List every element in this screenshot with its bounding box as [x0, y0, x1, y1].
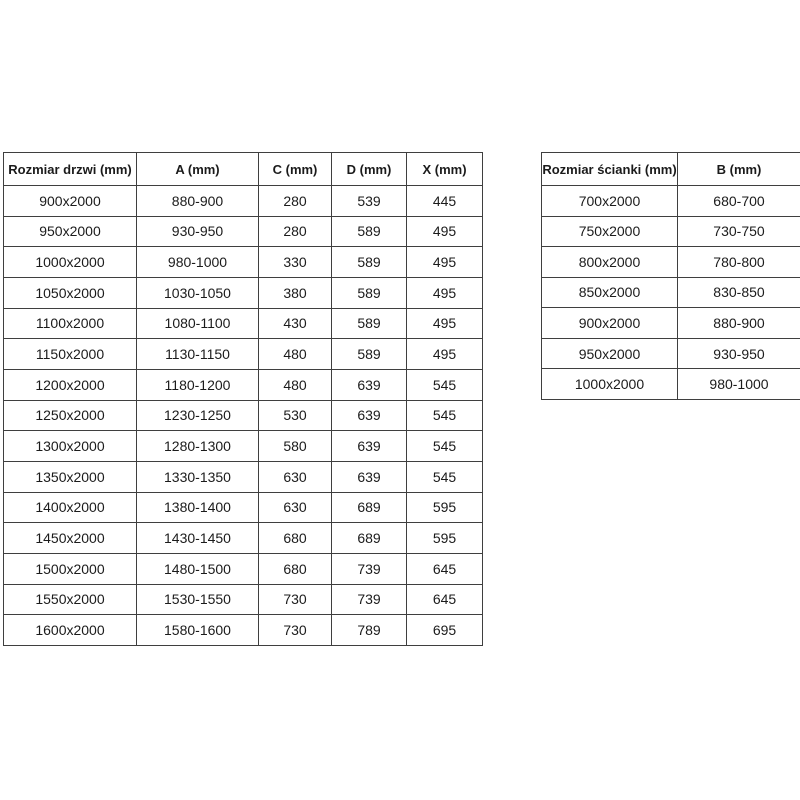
table-cell: 880-900: [678, 308, 800, 339]
table-cell: 1500x2000: [4, 553, 137, 584]
table-cell: 830-850: [678, 277, 800, 308]
table-cell: 1350x2000: [4, 461, 137, 492]
table-row: [542, 369, 800, 400]
table-row: [4, 400, 483, 431]
table-cell: 589: [332, 216, 407, 247]
table-cell: 1000x2000: [4, 247, 137, 278]
column-header: X (mm): [407, 153, 483, 186]
column-header: Rozmiar drzwi (mm): [4, 153, 137, 186]
table-cell: 495: [407, 339, 483, 370]
table-cell: 445: [407, 186, 483, 217]
table-cell: 545: [407, 400, 483, 431]
table-cell: 1100x2000: [4, 308, 137, 339]
table-cell: 739: [332, 584, 407, 615]
column-header: B (mm): [678, 153, 800, 186]
table-cell: 639: [332, 400, 407, 431]
table-row: [4, 431, 483, 462]
table-cell: 589: [332, 247, 407, 278]
table-cell: 495: [407, 216, 483, 247]
table-row: [542, 186, 800, 217]
table-row: [4, 277, 483, 308]
table-cell: 930-950: [137, 216, 259, 247]
table-row: [542, 247, 800, 278]
table-cell: 639: [332, 461, 407, 492]
table-cell: 639: [332, 369, 407, 400]
table-cell: 930-950: [678, 338, 800, 369]
table-cell: 1250x2000: [4, 400, 137, 431]
table-cell: 595: [407, 492, 483, 523]
header-row: [4, 153, 483, 186]
table-cell: 380: [259, 277, 332, 308]
table-row: [4, 247, 483, 278]
table-cell: 680-700: [678, 186, 800, 217]
table-row: [4, 615, 483, 646]
table-cell: 950x2000: [542, 338, 678, 369]
table-row: [4, 216, 483, 247]
table-cell: 695: [407, 615, 483, 646]
table-cell: 589: [332, 339, 407, 370]
table-cell: 330: [259, 247, 332, 278]
table-cell: 1030-1050: [137, 277, 259, 308]
wall-sizes-table: [541, 152, 800, 400]
table-cell: 850x2000: [542, 277, 678, 308]
table-cell: 580: [259, 431, 332, 462]
table-row: [4, 584, 483, 615]
table-row: [4, 339, 483, 370]
table-cell: 680: [259, 553, 332, 584]
table-cell: 1530-1550: [137, 584, 259, 615]
table-cell: 900x2000: [4, 186, 137, 217]
table-cell: 1430-1450: [137, 523, 259, 554]
table-cell: 595: [407, 523, 483, 554]
table-cell: 645: [407, 553, 483, 584]
table-cell: 480: [259, 339, 332, 370]
table-cell: 280: [259, 186, 332, 217]
table-cell: 630: [259, 461, 332, 492]
table-cell: 780-800: [678, 247, 800, 278]
table-cell: 1380-1400: [137, 492, 259, 523]
table-cell: 1050x2000: [4, 277, 137, 308]
table-row: [4, 461, 483, 492]
table-cell: 900x2000: [542, 308, 678, 339]
table-row: [542, 338, 800, 369]
table-cell: 530: [259, 400, 332, 431]
table-row: [4, 492, 483, 523]
table-row: [4, 308, 483, 339]
table-cell: 750x2000: [542, 216, 678, 247]
table-cell: 800x2000: [542, 247, 678, 278]
door-sizes-table: [3, 152, 483, 646]
table-cell: 545: [407, 461, 483, 492]
table-cell: 680: [259, 523, 332, 554]
table-row: [542, 216, 800, 247]
column-header: C (mm): [259, 153, 332, 186]
table-cell: 1130-1150: [137, 339, 259, 370]
table-cell: 639: [332, 431, 407, 462]
column-header: Rozmiar ścianki (mm): [542, 153, 678, 186]
table-cell: 480: [259, 369, 332, 400]
table-cell: 589: [332, 277, 407, 308]
table-cell: 1180-1200: [137, 369, 259, 400]
table-row: [4, 523, 483, 554]
table-cell: 1300x2000: [4, 431, 137, 462]
table-cell: 1200x2000: [4, 369, 137, 400]
table-row: [542, 308, 800, 339]
table-cell: 689: [332, 523, 407, 554]
table-cell: 1330-1350: [137, 461, 259, 492]
table-cell: 730: [259, 584, 332, 615]
column-header: A (mm): [137, 153, 259, 186]
table-cell: 950x2000: [4, 216, 137, 247]
table-cell: 545: [407, 431, 483, 462]
table-cell: 1150x2000: [4, 339, 137, 370]
table-cell: 1080-1100: [137, 308, 259, 339]
table-cell: 645: [407, 584, 483, 615]
table-cell: 495: [407, 277, 483, 308]
table-row: [542, 277, 800, 308]
table-cell: 430: [259, 308, 332, 339]
table-cell: 980-1000: [678, 369, 800, 400]
table-cell: 545: [407, 369, 483, 400]
table-cell: 1450x2000: [4, 523, 137, 554]
table-cell: 730-750: [678, 216, 800, 247]
table-cell: 730: [259, 615, 332, 646]
table-cell: 495: [407, 247, 483, 278]
column-header: D (mm): [332, 153, 407, 186]
table-row: [4, 369, 483, 400]
table-cell: 1280-1300: [137, 431, 259, 462]
table-cell: 1230-1250: [137, 400, 259, 431]
table-cell: 739: [332, 553, 407, 584]
table-cell: 630: [259, 492, 332, 523]
table-row: [4, 186, 483, 217]
table-cell: 789: [332, 615, 407, 646]
table-cell: 1400x2000: [4, 492, 137, 523]
table-cell: 980-1000: [137, 247, 259, 278]
table-cell: 1000x2000: [542, 369, 678, 400]
table-cell: 539: [332, 186, 407, 217]
table-cell: 589: [332, 308, 407, 339]
table-cell: 1600x2000: [4, 615, 137, 646]
table-row: [4, 553, 483, 584]
table-cell: 1480-1500: [137, 553, 259, 584]
table-cell: 880-900: [137, 186, 259, 217]
header-row: [542, 153, 800, 186]
table-cell: 1580-1600: [137, 615, 259, 646]
table-cell: 1550x2000: [4, 584, 137, 615]
table-cell: 689: [332, 492, 407, 523]
table-cell: 280: [259, 216, 332, 247]
table-cell: 700x2000: [542, 186, 678, 217]
table-cell: 495: [407, 308, 483, 339]
